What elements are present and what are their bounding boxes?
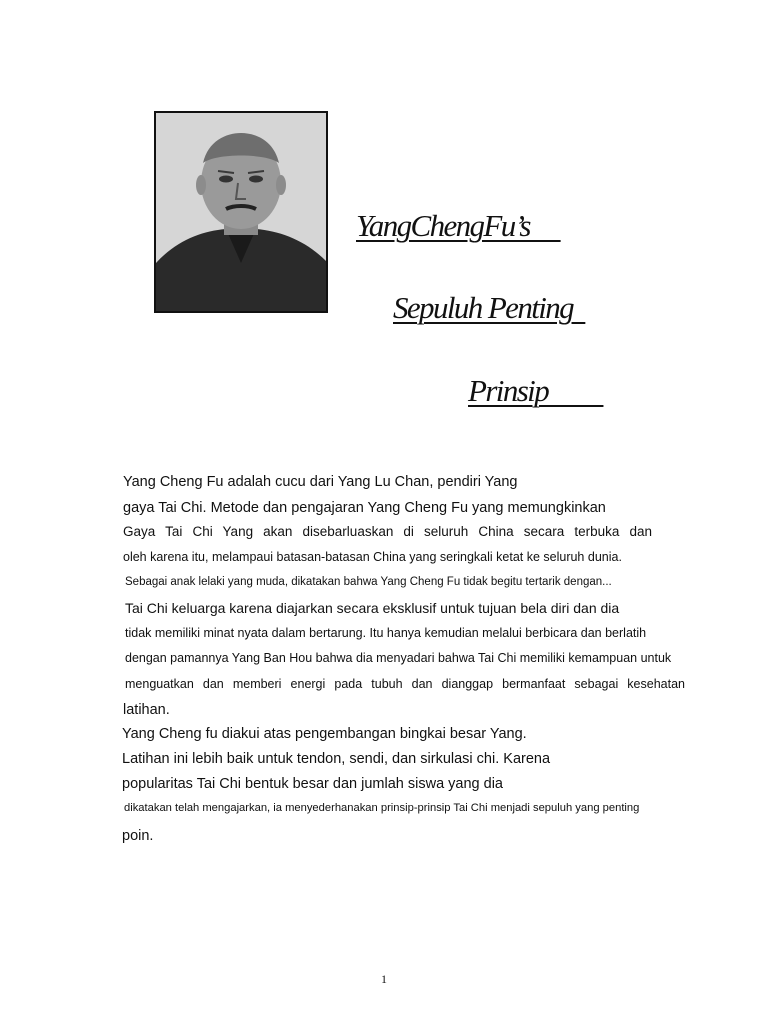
body-line-6: Tai Chi keluarga karena diajarkan secara eksklusif untuk tujuan bela diri dan dia xyxy=(125,600,620,616)
body-line-15: poin. xyxy=(122,828,154,844)
body-line-7: tidak memiliki minat nyata dalam bertarung. Itu hanya kemudian melalui berbicara dan berlatih xyxy=(125,626,647,640)
title-line-3: Prinsip xyxy=(468,373,604,408)
portrait-image xyxy=(156,113,326,311)
portrait-photo xyxy=(154,111,328,313)
body-line-11: Yang Cheng fu diakui atas pengembangan bingkai besar Yang. xyxy=(122,726,527,742)
body-line-3: Gaya Tai Chi Yang akan disebarluaskan di seluruh China secara terbuka dan xyxy=(123,524,652,539)
body-line-4: oleh karena itu, melampaui batasan-batasan China yang seringkali ketat ke seluruh dunia. xyxy=(123,550,622,564)
body-line-5: Sebagai anak lelaki yang muda, dikatakan bahwa Yang Cheng Fu tidak begitu tertarik dengan... xyxy=(125,576,612,588)
body-line-1: Yang Cheng Fu adalah cucu dari Yang Lu Chan, pendiri Yang xyxy=(123,474,518,490)
body-line-10: latihan. xyxy=(123,702,170,718)
body-line-8: dengan pamannya Yang Ban Hou bahwa dia menyadari bahwa Tai Chi memiliki kemampuan untuk xyxy=(125,651,672,665)
body-line-12: Latihan ini lebih baik untuk tendon, sendi, dan sirkulasi chi. Karena xyxy=(122,751,551,767)
page-number: 1 xyxy=(381,972,387,986)
body-line-14: dikatakan telah mengajarkan, ia menyederhanakan prinsip-prinsip Tai Chi menjadi sepuluh yang penting xyxy=(124,802,640,814)
body-line-13: popularitas Tai Chi bentuk besar dan jumlah siswa yang dia xyxy=(122,776,503,792)
body-line-2: gaya Tai Chi. Metode dan pengajaran Yang Cheng Fu yang memungkinkan xyxy=(123,500,606,516)
title-line-2: Sepuluh Penting xyxy=(393,290,586,325)
title-line-1: YangChengFu’s xyxy=(356,208,561,243)
body-line-9: menguatkan dan memberi energi pada tubuh dan dianggap bermanfaat sebagai kesehatan xyxy=(125,677,685,691)
